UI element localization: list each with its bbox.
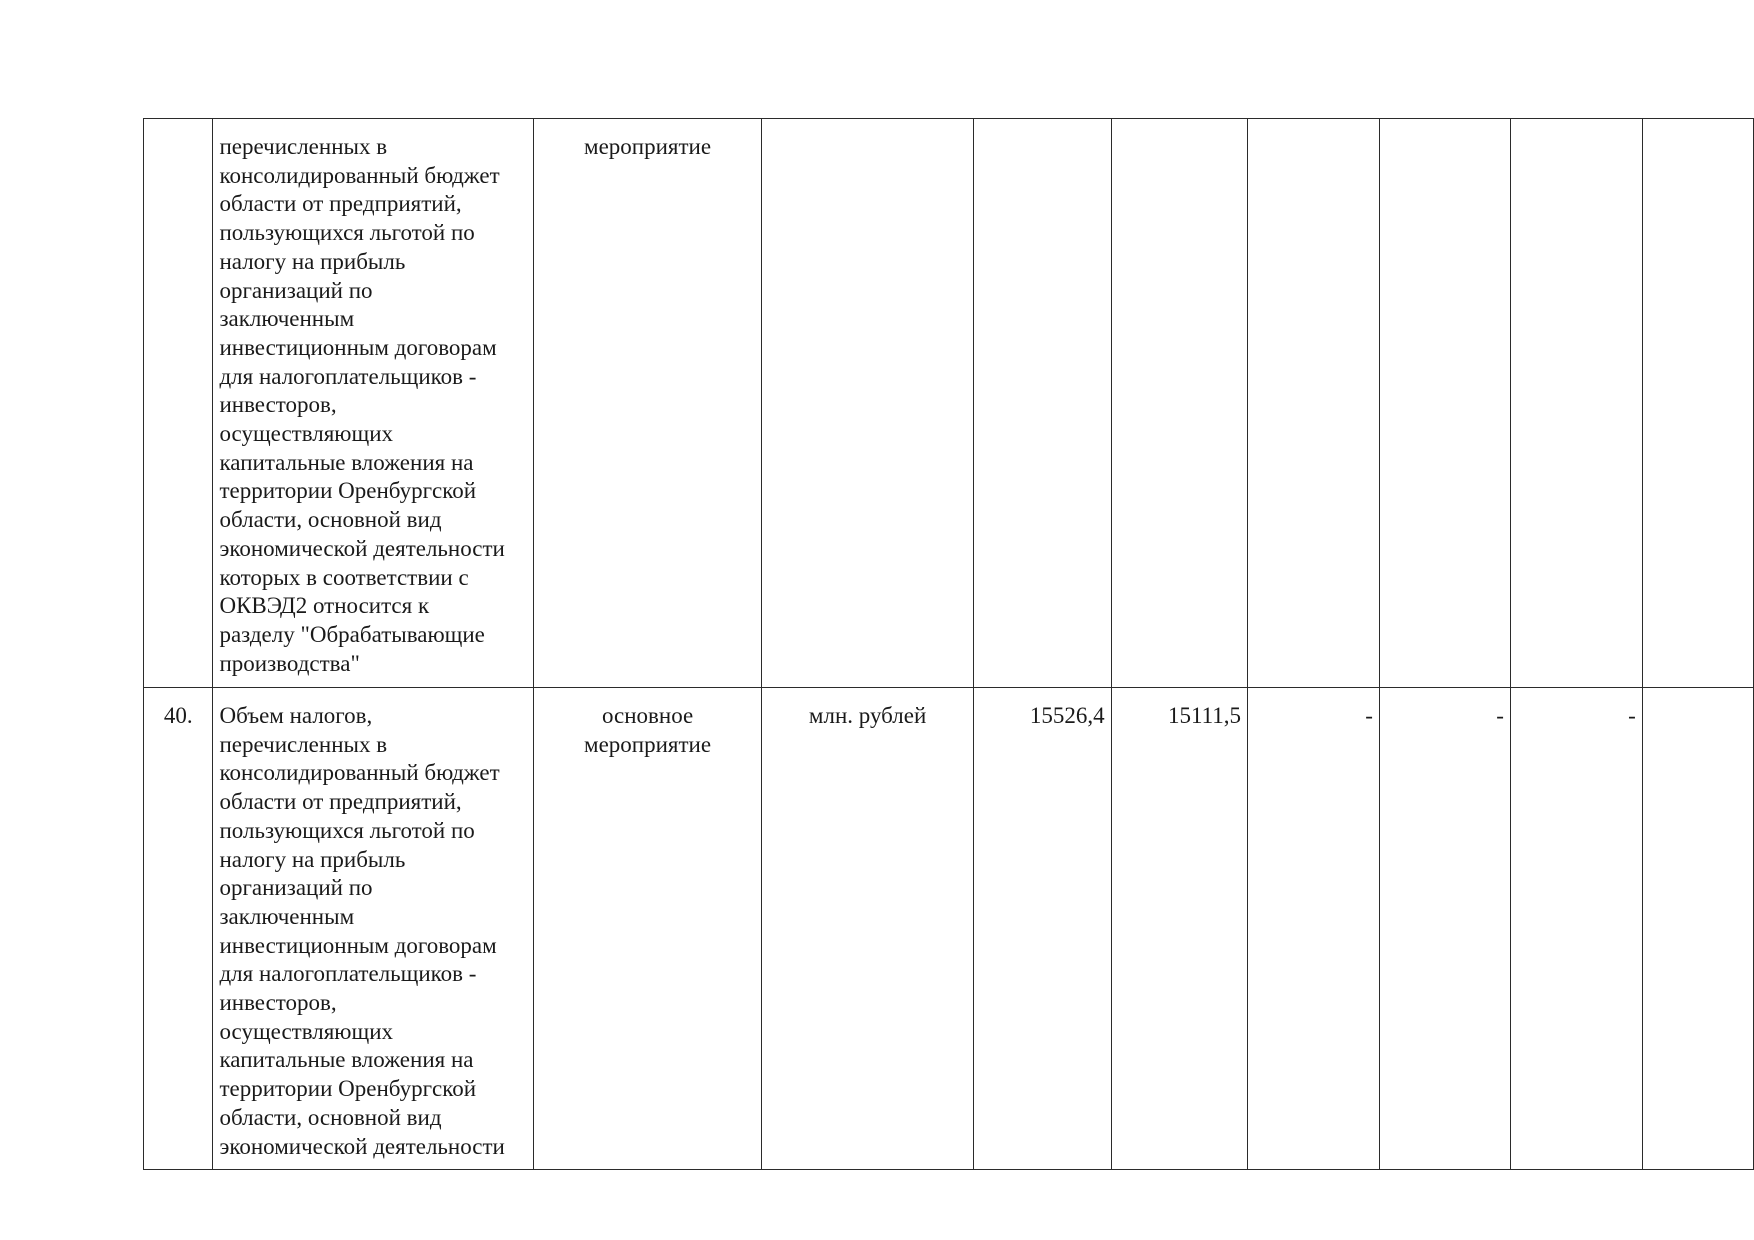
unit-of-measure [762, 119, 974, 688]
event-type: мероприятие [534, 119, 762, 688]
value-cell: 15526,4 [974, 688, 1111, 1170]
value-cell [1111, 119, 1247, 688]
value-cell: - [1379, 688, 1510, 1170]
value-cell: - [1510, 688, 1642, 1170]
event-type: основное мероприятие [534, 688, 762, 1170]
indicators-table [143, 118, 1754, 1170]
indicator-name: Объем налогов, перечисленных в консолидированный бюджет области от предприятий, пользующихся льготой по налогу на прибыль организаций по заключенным инвестиционным договорам для налогоплательщиков - инвесторов, осуществляющих капитальные вложения на территории Оренбургской области, основной вид экономической деятельности [213, 688, 534, 1170]
value-cell [1510, 119, 1642, 688]
row-number: 40. [144, 688, 213, 1170]
value-cell [1379, 119, 1510, 688]
value-cell: 15111,5 [1111, 688, 1247, 1170]
indicator-name: перечисленных в консолидированный бюджет области от предприятий, пользующихся льготой по налогу на прибыль организаций по заключенным инвестиционным договорам для налогоплательщиков - инвесторов, осуществляющих капитальные вложения на территории Оренбургской области, основной вид экономической деятельности которых в соответствии с ОКВЭД2 относится к разделу "Обрабатывающие производства" [213, 119, 534, 688]
row-number [144, 119, 213, 688]
table-row [144, 688, 1754, 1170]
value-cell [1248, 119, 1380, 688]
unit-of-measure: млн. рублей [762, 688, 974, 1170]
value-cell: - [1248, 688, 1380, 1170]
value-cell [974, 119, 1111, 688]
table-row [144, 119, 1754, 688]
value-cell [1642, 119, 1753, 688]
value-cell [1642, 688, 1753, 1170]
